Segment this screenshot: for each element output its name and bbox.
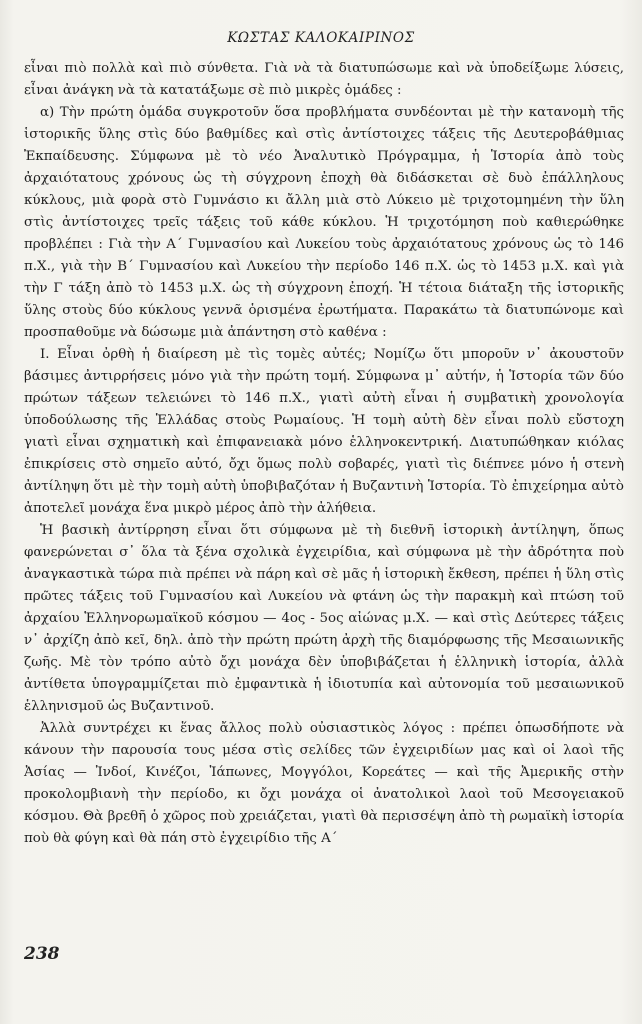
paragraph: εἶναι πιὸ πολλὰ καὶ πιὸ σύνθετα. Γιὰ νὰ τὰ διατυπώσωμε καὶ νὰ ὑποδείξωμε λύσεις, εἶναι ἀνάγκη νὰ τὰ κατατάξωμε σὲ πιὸ μικρὲς ὁμάδες : (24, 61, 624, 98)
body-text (24, 58, 624, 850)
paragraph: Ἀλλὰ συντρέχει κι ἕνας ἄλλος πολὺ οὐσιαστικὸς λόγος : πρέπει ὁπωσδήποτε νὰ κάνουν τὴν παρουσία τους μέσα στὶς σελίδες τῶν ἐγχειριδίων μας καὶ οἱ λαοὶ τῆς Ἀσίας — Ἰνδοί, Κινέζοι, Ἰάπωνες, Μογγόλοι, Κορεάτες — καὶ τῆς Ἀμερικῆς στὴν προκολομβιανὴ τὴν περίοδο, κι ὄχι μονάχα οἱ ἀνατολικοὶ λαοὶ τοῦ Μεσογειακοῦ κόσμου. Θὰ βρεθῆ ὁ χῶρος ποὺ χρειάζεται, γιατὶ θὰ περισσέψη ἀπὸ τὴ ρωμαϊκὴ ἱστορία ποὺ θὰ φύγη καὶ θὰ πάη στὸ ἐγχειρίδιο τῆς Α΄ (24, 721, 624, 846)
paragraph: I. Εἶναι ὀρθὴ ἡ διαίρεση μὲ τὶς τομὲς αὐτές; Νομίζω ὅτι μποροῦν ν᾿ ἀκουστοῦν βάσιμες ἀντιρρήσεις μόνο γιὰ τὴν πρώτη τομή. Σύμφωνα μ᾿ αὐτήν, ἡ Ἱστορία τῶν δύο πρώτων τάξεων τελειώνει τὸ 146 π.Χ., γιατὶ αὐτὴ εἶναι ἡ συμβατικὴ χρονολογία ὑποδούλωσης τῆς Ἑλλάδας στοὺς Ρωμαίους. Ἡ τομὴ αὐτὴ δὲν εἶναι πολὺ εὔστοχη γιατὶ εἶναι σχηματικὴ καὶ ἐπιφανειακὰ μόνο ἑλληνοκεντρική. Διατυπώθηκαν κιόλας ἐπικρίσεις στὸ σημεῖο αὐτό, ὄχι ὅμως πολὺ σοβαρές, γιατὶ τὶς διέπνεε μόνο ἡ στενὴ ἀντίληψη ὅτι μὲ τὴν τομὴ αὐτὴ ὑποβιβαζόταν ἡ Βυζαντινὴ Ἱστορία. Τὸ ἐπιχείρημα αὐτὸ ἀποτελεῖ μονάχα ἕνα μικρὸ μέρος ἀπὸ τὴν ἀλήθεια. (24, 347, 624, 516)
running-head: ΚΩΣΤΑΣ ΚΑΛΟΚΑΙΡΙΝΟΣ (227, 30, 415, 46)
paragraph: α) Τὴν πρώτη ὁμάδα συγκροτοῦν ὅσα προβλήματα συνδέονται μὲ τὴν κατανομὴ τῆς ἱστορικῆς ὕλης στὶς δύο βαθμίδες καὶ στὶς ἀντίστοιχες τάξεις τῆς Δευτεροβάθμιας Ἐκπαίδευσης. Σύμφωνα μὲ τὸ νέο Ἀναλυτικὸ Πρόγραμμα, ἡ Ἱστορία ἀπὸ τοὺς ἀρχαιότατους χρόνους ὡς τὴ σύγχρονη ἐποχὴ θὰ διδάσκεται σὲ δυὸ ἐπάλληλους κύκλους, μιὰ φορὰ στὸ Γυμνάσιο κι ἄλλη μιὰ στὸ Λύκειο μὲ τριχοτομημένη τὴν ὕλη στὶς ἀντίστοιχες τρεῖς τάξεις τοῦ κάθε κύκλου. Ἡ τριχοτόμηση ποὺ καθιερώθηκε προβλέπει : Γιὰ τὴν Α΄ Γυμνασίου καὶ Λυκείου τοὺς ἀρχαιότατους χρόνους ὡς τὸ 146 π.Χ., γιὰ τὴν Β΄ Γυμνασίου καὶ Λυκείου τὴν περίοδο 146 π.Χ. ὡς τὸ 1453 μ.Χ. καὶ γιὰ τὴν Γ τάξη ἀπὸ τὸ 1453 μ.Χ. ὡς τὴ σύγχρονη ἐποχή. Ἡ τέτοια διάταξη τῆς ἱστορικῆς ὕλης στοὺς δύο κύκλους γεννᾶ ὁρισμένα ἐρωτήματα. Παρακάτω τὰ διατυπώνομε καὶ προσπαθοῦμε νὰ δώσωμε μιὰ ἀπάντηση στὸ καθένα : (24, 105, 624, 340)
page-number: 238 (24, 944, 60, 964)
paragraph: Ἡ βασικὴ ἀντίρρηση εἶναι ὅτι σύμφωνα μὲ τὴ διεθνῆ ἱστορικὴ ἀντίληψη, ὅπως φανερώνεται σ᾿ ὅλα τὰ ξένα σχολικὰ ἐγχειρίδια, καὶ σύμφωνα μὲ τὴν ἀδρότητα ποὺ ἀναγκαστικὰ τώρα πιὰ πρέπει νὰ πάρη καὶ σὲ μᾶς ἡ ἱστορικὴ ἔκθεση, πρέπει ἡ ὕλη στὶς πρῶτες τάξεις τοῦ Γυμνασίου καὶ Λυκείου νὰ φτάνη ὡς τὴν παρακμὴ καὶ πτώση τοῦ ἀρχαίου Ἑλληνορωμαϊκοῦ κόσμου — 4ος - 5ος αἰώνας μ.Χ. — καὶ στὶς Δεύτερες τάξεις ν᾿ ἀρχίζη ἀπὸ κεῖ, δηλ. ἀπὸ τὴν πρώτη πρώτη ἀρχὴ τῆς διαμόρφωσης τῆς Μεσαιωνικῆς ζωῆς. Μὲ τὸν τρόπο αὐτὸ ὄχι μονάχα δὲν ὑποβιβάζεται ἡ ἑλληνικὴ ἱστορία, ἀλλὰ ἀντίθετα ὑπογραμμίζεται πιὸ ἐμφαντικὰ ἡ ἰδιοτυπία καὶ αὐτονομία τοῦ μεσαιωνικοῦ ἑλληνισμοῦ ὡς Βυζαντινοῦ. (24, 523, 624, 714)
